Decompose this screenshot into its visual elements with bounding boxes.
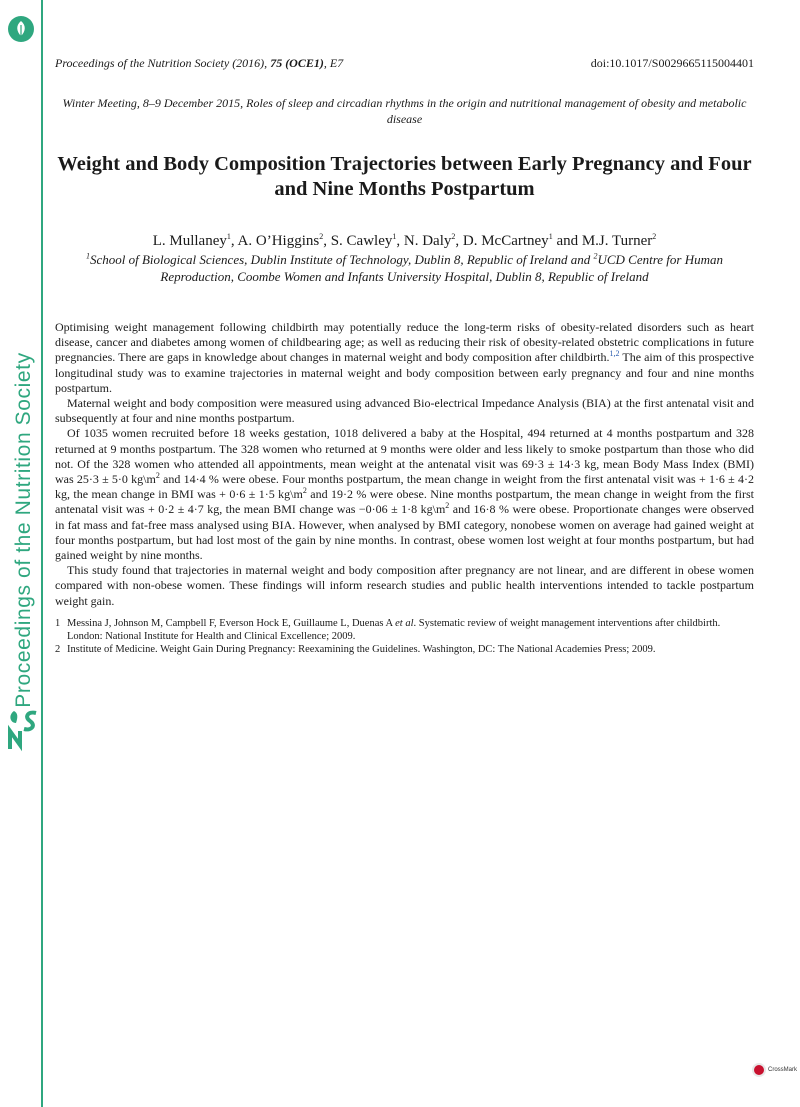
paper-title: Weight and Body Composition Trajectories between Early Pregnancy and Four and Nine Months Postpartum [57,153,752,200]
abstract-paragraph: Of 1035 women recruited before 18 weeks gestation, 1018 delivered a baby at the Hospital, 494 returned at 4 months postpartum and 328 returned at 9 months postpartum. The 328 women who returned at 9 months were older and less likely to smoke postpartum than those who did not. Of the 328 women who attended all appointments, mean weight at the antenatal visit was 69·3 ± 14·3 kg, mean Body Mass Index (BMI) was 25·3 ± 5·0 $kg\backslash m^2$ and 14·4 % were obese. Four months postpartum, the mean change in weight from the first antenatal visit was + 1·6 ± 4·2 kg, the mean change in BMI was + 0·6 ± 1·5 $kg\backslash m^2$ and 19·2 % were obese. Nine months postpartum, the mean change in weight from the first antenatal visit was + 0·2 ± 4·7 kg, the mean BMI change was −0·06 ± 1·8 $kg\backslash m^2$ and 16·8 % were obese. Proportionate changes were observed in fat mass and fat-free mass analysed using BIA. However, when analysed by BMI category, nonobese women on average had gained weight at four months postpartum, but had lost most of the gain by nine months. In contrast, obese women lost weight at four months postpartum, but had gained weight by nine months. [55,426,754,563]
journal-vertical-name: Proceedings of the Nutrition Society [12,352,35,708]
crossmark-icon [752,1063,766,1077]
abstract-paragraph: Maternal weight and body composition were measured using advanced Bio-electrical Impedance Analysis (BIA) at the first antenatal visit and subsequently at four and nine months postpartum. [55,396,754,426]
abstract-paragraph: Optimising weight management following childbirth may potentially reduce the long-term risks of obesity-related disorders such as heart disease, cancer and diabetes among women of childbearing age; as well as reducing their risk of obesity-related obstetric complications in future pregnancies. There are gaps in knowledge about changes in maternal weight and body composition after childbirth.$^{1,2}$ The aim of this prospective longitudinal study was to examine trajectories in maternal weight and body composition between early pregnancy and four and nine months postpartum. [55,320,754,395]
journal-leaf-icon [8,16,34,42]
reference-item: 2 Institute of Medicine. Weight Gain During Pregnancy: Reexamining the Guidelines. Washington, DC: The National Academies Press; 2009. [55,644,656,655]
abstract [55,320,754,609]
crossmark-button[interactable]: CrossMark [752,1063,797,1077]
authors: L. Mullaney$^1$, A. O’Higgins$^2$, S. Cawley$^1$, N. Daly$^2$, D. McCartney$^1$ and M.J. Turner$^2$ [152,232,657,249]
citation-link[interactable]: 1,2 [609,349,620,359]
doi: doi:10.1017/S0029665115004401 [590,56,754,70]
affiliations: $^1$School of Biological Sciences, Dublin Institute of Technology, Dublin 8, Republic of Ireland and $^2$UCD Centre for Human Reproduction, Coombe Women and Infants University Hospital, Dublin 8, Republic of Ireland [86,251,723,284]
side-rule [41,0,43,1107]
ns-logo-icon [6,705,42,755]
abstract-paragraph: This study found that trajectories in maternal weight and body composition after pregnancy are not linear, and are different in obese women compared with non-obese women. These findings will inform research studies and public health interventions intended to tackle postpartum weight gain. [55,563,754,608]
references [55,617,754,656]
reference-item: 1 Messina J, Johnson M, Campbell F, Everson Hock E, Guillaume L, Duenas A et al. Systematic review of weight management interventions after childbirth. London: National Institute for Health and Clinical Excellence; 2009. [55,618,721,642]
meeting-line: Winter Meeting, 8–9 December 2015, Roles of sleep and circadian rhythms in the origin and nutritional management of obesity and metabolic disease [62,96,747,126]
citation: Proceedings of the Nutrition Society (2016), 75 (OCE1), E7 [55,56,344,70]
